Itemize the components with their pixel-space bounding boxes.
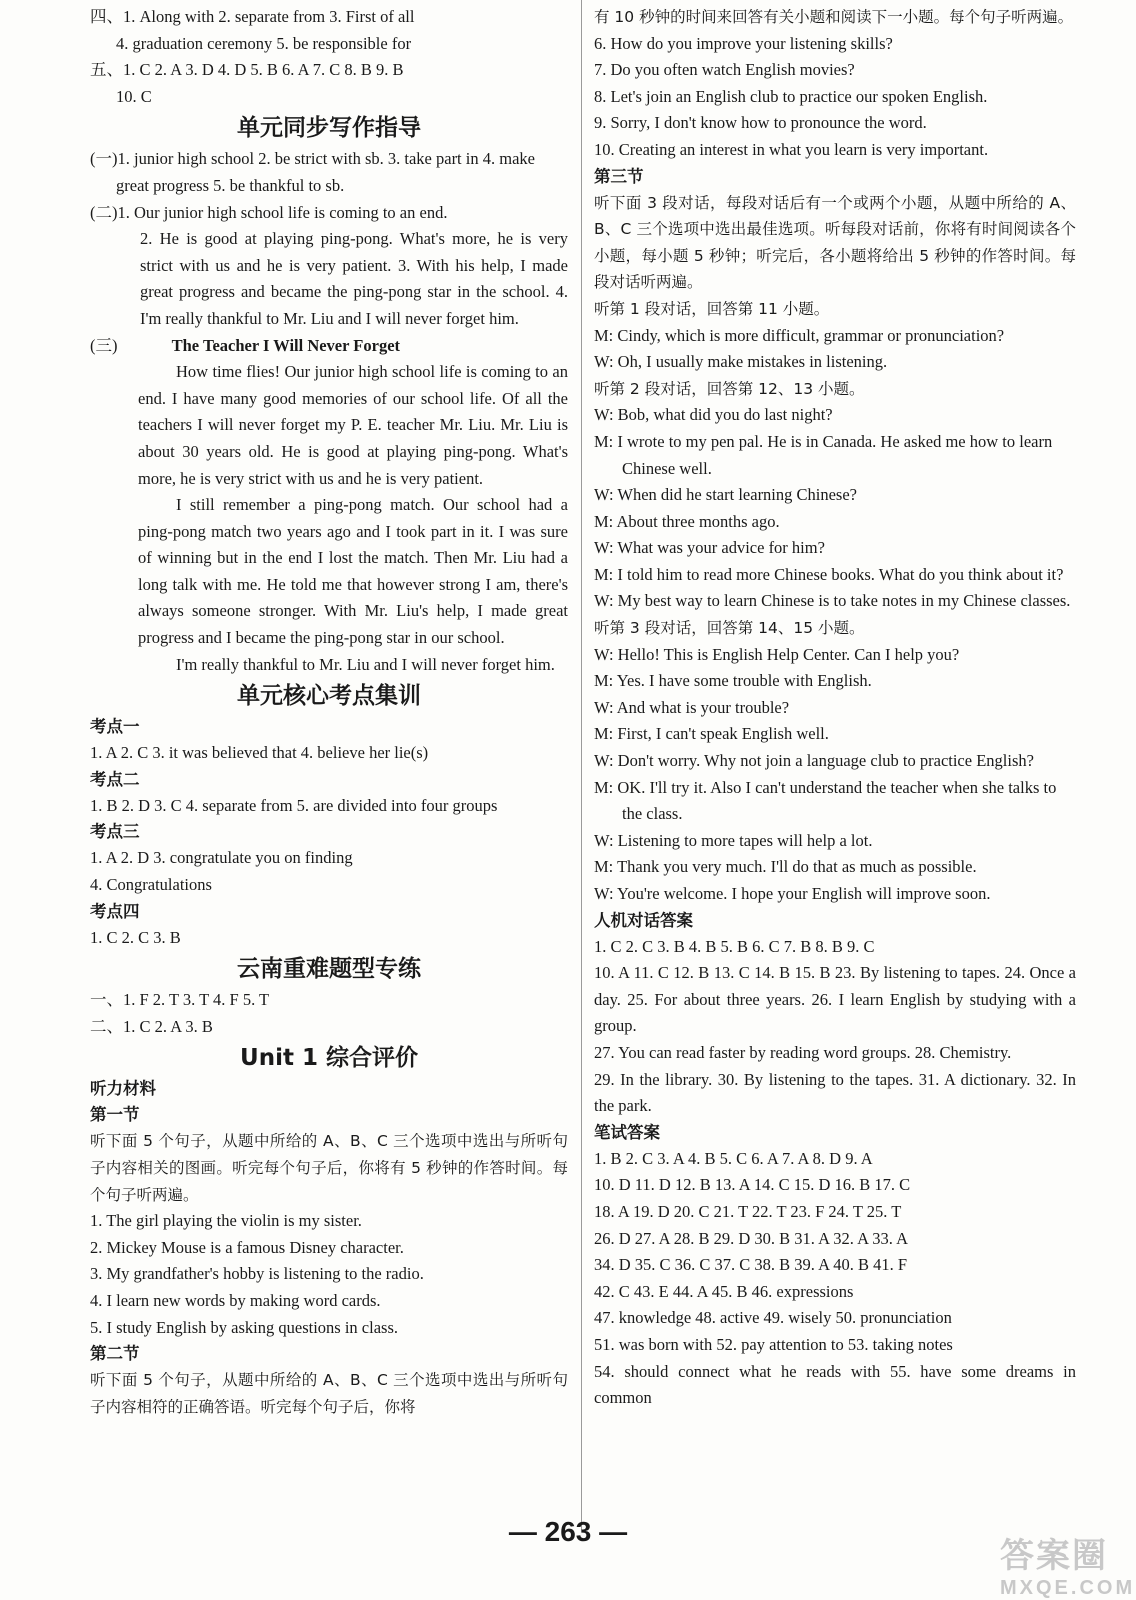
instruction-text: 听下面 5 个句子，从题中所给的 A、B、C 三个选项中选出与所听句子内容相关的图画。听完每个句子后，你将有 5 秒钟的作答时间。每个句子听两遍。 [90, 1132, 568, 1204]
dialogue-line: W: Don't worry. Why not join a language club to practice English? [594, 751, 1034, 771]
watermark-text: 答案圈 [1000, 1537, 1108, 1575]
answer-line: 4. graduation ceremony 5. be responsible for [116, 33, 412, 53]
essay-paragraph: How time flies! Our junior high school life is coming to an end. I have many good memories of our school life. Of all the teachers I will never forget my P. E. teacher Mr. Liu. Mr. Liu is about 30 years old. He is good at playing ping-pong. What's more, he is very strict with us and he is very patient. [138, 362, 568, 488]
dialogue-line: M: Yes. I have some trouble with English. [594, 671, 872, 691]
answer-line: 1. C 2. C 3. B 4. B 5. B 6. C 7. B 8. B 9. C [594, 936, 875, 956]
dialogue-line: W: My best way to learn Chinese is to take notes in my Chinese classes. [594, 591, 1071, 611]
section-heading-writing: 单元同步写作指导 [237, 115, 421, 142]
instruction-text: 听下面 3 段对话，每段对话后有一个或两个小题，从题中所给的 A、B、C 三个选项中选出最佳选项。听每段对话前，你将有时间阅读各个小题，每小题 5 秒钟；听完后，各小题将给出 5 秒钟的作答时间。每段对话听两遍。 [594, 193, 1076, 292]
essay-title-line [90, 333, 568, 360]
listening-sentence: 8. Let's join an English club to practice our spoken English. [594, 86, 988, 106]
essay-paragraph: I still remember a ping-pong match. Our school had a ping-pong match two years ago and I took part in it. I was sure of winning but in the end I lost the match. Then Mr. Liu had a long talk with me. He told me that however strong I am, there's always someone stronger. With Mr. Liu's help, I made great progress and I became the ping-pong star in our school. [138, 495, 568, 648]
dialogue-line: W: Hello! This is English Help Center. Can I help you? [594, 644, 960, 664]
answer-line: 四、1. Along with 2. separate from 3. First of all [90, 7, 415, 26]
answer-line: 10. C [116, 86, 152, 106]
answer-line: 10. D 11. D 12. B 13. A 14. C 15. D 16. B 17. C [594, 1175, 911, 1195]
dialogue-line: M: Thank you very much. I'll do that as much as possible. [594, 857, 977, 877]
answer-line: 42. C 43. E 44. A 45. B 46. expressions [594, 1281, 854, 1301]
listening-sentence: 6. How do you improve your listening skills? [594, 33, 893, 53]
subsection-label: 人机对话答案 [594, 910, 693, 930]
answer-line: 10. A 11. C 12. B 13. C 14. B 15. B 23. By listening to tapes. 24. Once a day. 25. For about three years. 26. I learn English by studying with a group. [594, 963, 1076, 1036]
essay-paragraph: I'm really thankful to Mr. Liu and I will never forget him. [176, 654, 555, 674]
dialogue-line: M: I wrote to my pen pal. He is in Canada. He asked me how to learn Chinese well. [594, 431, 1053, 478]
subsection-label: 考点三 [90, 822, 140, 842]
section-heading-yunnan: 云南重难题型专练 [237, 956, 421, 983]
answer-line: 34. D 35. C 36. C 37. C 38. B 39. A 40. B 41. F [594, 1255, 908, 1275]
answer-line: 27. You can read faster by reading word groups. 28. Chemistry. [594, 1042, 1012, 1062]
dialogue-line: M: Cindy, which is more difficult, grammar or pronunciation? [594, 325, 1005, 345]
answer-line: 二、1. C 2. A 3. B [90, 1016, 213, 1036]
dialogue-line: M: About three months ago. [594, 511, 780, 531]
essay-title: The Teacher I Will Never Forget [171, 335, 401, 355]
dialogue-line: W: What was your advice for him? [594, 538, 825, 558]
listening-sentence: 3. My grandfather's hobby is listening to the radio. [90, 1264, 424, 1284]
subsection-label: 第一节 [90, 1105, 140, 1125]
answer-paragraph: 2. He is good at playing ping-pong. What's more, he is very strict with us and he is very patient. 3. With his help, I made great progress and became the ping-pong star in the school. 4. I'm really thankful to Mr. Liu and I will never forget him. [140, 229, 568, 328]
answer-line: 1. B 2. C 3. A 4. B 5. C 6. A 7. A 8. D 9. A [594, 1148, 873, 1168]
answer-line: 18. A 19. D 20. C 21. T 22. T 23. F 24. T 25. T [594, 1201, 902, 1221]
instruction-text: 听下面 5 个句子，从题中所给的 A、B、C 三个选项中选出与所听句子内容相符的正确答语。听完每个句子后，你将 [90, 1371, 568, 1416]
answer-line: 1. A 2. D 3. congratulate you on finding [90, 848, 353, 868]
listening-sentence: 4. I learn new words by making word cards. [90, 1290, 381, 1310]
dialogue-line: W: And what is your trouble? [594, 697, 790, 717]
dialogue-line: W: Listening to more tapes will help a lot. [594, 830, 873, 850]
dialogue-line: M: OK. I'll try it. Also I can't understand the teacher when she talks to the class. [594, 777, 1057, 824]
watermark-logo [1000, 1528, 1136, 1599]
subsection-label: 考点二 [90, 769, 140, 789]
dialogue-heading: 听第 2 段对话，回答第 12、13 小题。 [594, 379, 865, 398]
answer-line: (一)1. junior high school 2. be strict with sb. 3. take part in 4. make great progress 5. be thankful to sb. [90, 149, 535, 195]
subsection-label: 笔试答案 [594, 1122, 660, 1142]
dialogue-heading: 听第 3 段对话，回答第 14、15 小题。 [594, 619, 865, 638]
column-divider [581, 0, 582, 1530]
section-heading-core: 单元核心考点集训 [237, 683, 421, 710]
subsection-label: 考点一 [90, 717, 140, 737]
subsection-label: 考点四 [90, 901, 140, 921]
answer-line: 47. knowledge 48. active 49. wisely 50. pronunciation [594, 1308, 952, 1328]
dialogue-line: M: First, I can't speak English well. [594, 724, 829, 744]
dialogue-line: W: Bob, what did you do last night? [594, 405, 833, 425]
answer-line: 4. Congratulations [90, 875, 212, 895]
answer-line: (二)1. Our junior high school life is coming to an end. [90, 202, 448, 222]
listening-sentence: 2. Mickey Mouse is a famous Disney character. [90, 1237, 404, 1257]
dialogue-line: W: When did he start learning Chinese? [594, 485, 858, 505]
answer-line: 26. D 27. A 28. B 29. D 30. B 31. A 32. A 33. A [594, 1228, 909, 1248]
dialogue-line: W: You're welcome. I hope your English will improve soon. [594, 884, 991, 903]
right-column [594, 4, 1076, 1412]
dialogue-line: W: Oh, I usually make mistakes in listening. [594, 352, 888, 372]
listening-sentence: 5. I study English by asking questions in class. [90, 1317, 398, 1337]
dialogue-line: M: I told him to read more Chinese books. What do you think about it? [594, 564, 1064, 584]
essay-label: (三) [90, 335, 118, 355]
left-column [90, 4, 568, 1420]
answer-line: 1. C 2. C 3. B [90, 927, 181, 947]
listening-sentence: 7. Do you often watch English movies? [594, 60, 855, 80]
subsection-label: 听力材料 [90, 1079, 156, 1099]
listening-sentence: 9. Sorry, I don't know how to pronounce the word. [594, 113, 927, 133]
dialogue-heading: 听第 1 段对话，回答第 11 小题。 [594, 299, 830, 318]
instruction-text: 有 10 秒钟的时间来回答有关小题和阅读下一小题。每个句子听两遍。 [594, 8, 1074, 26]
answer-line: 1. A 2. C 3. it was believed that 4. believe her lie(s) [90, 743, 429, 763]
answer-line: 1. B 2. D 3. C 4. separate from 5. are divided into four groups [90, 795, 498, 815]
subsection-label: 第二节 [90, 1344, 140, 1364]
watermark-domain: MXQE.COM [1000, 1577, 1136, 1599]
section-heading-unit: Unit 1 综合评价 [240, 1045, 418, 1072]
subsection-label: 第三节 [594, 166, 644, 186]
answer-line: 五、1. C 2. A 3. D 4. D 5. B 6. A 7. C 8. B 9. B [90, 60, 404, 80]
listening-sentence: 1. The girl playing the violin is my sister. [90, 1211, 362, 1231]
answer-line: 29. In the library. 30. By listening to the tapes. 31. A dictionary. 32. In the park. [594, 1069, 1076, 1116]
page-number: — 263 — [508, 1516, 628, 1547]
answer-line: 一、1. F 2. T 3. T 4. F 5. T [90, 990, 270, 1010]
listening-sentence: 10. Creating an interest in what you learn is very important. [594, 139, 989, 159]
answer-line: 54. should connect what he reads with 55. have some dreams in common [594, 1361, 1076, 1408]
answer-line: 51. was born with 52. pay attention to 53. taking notes [594, 1334, 953, 1354]
